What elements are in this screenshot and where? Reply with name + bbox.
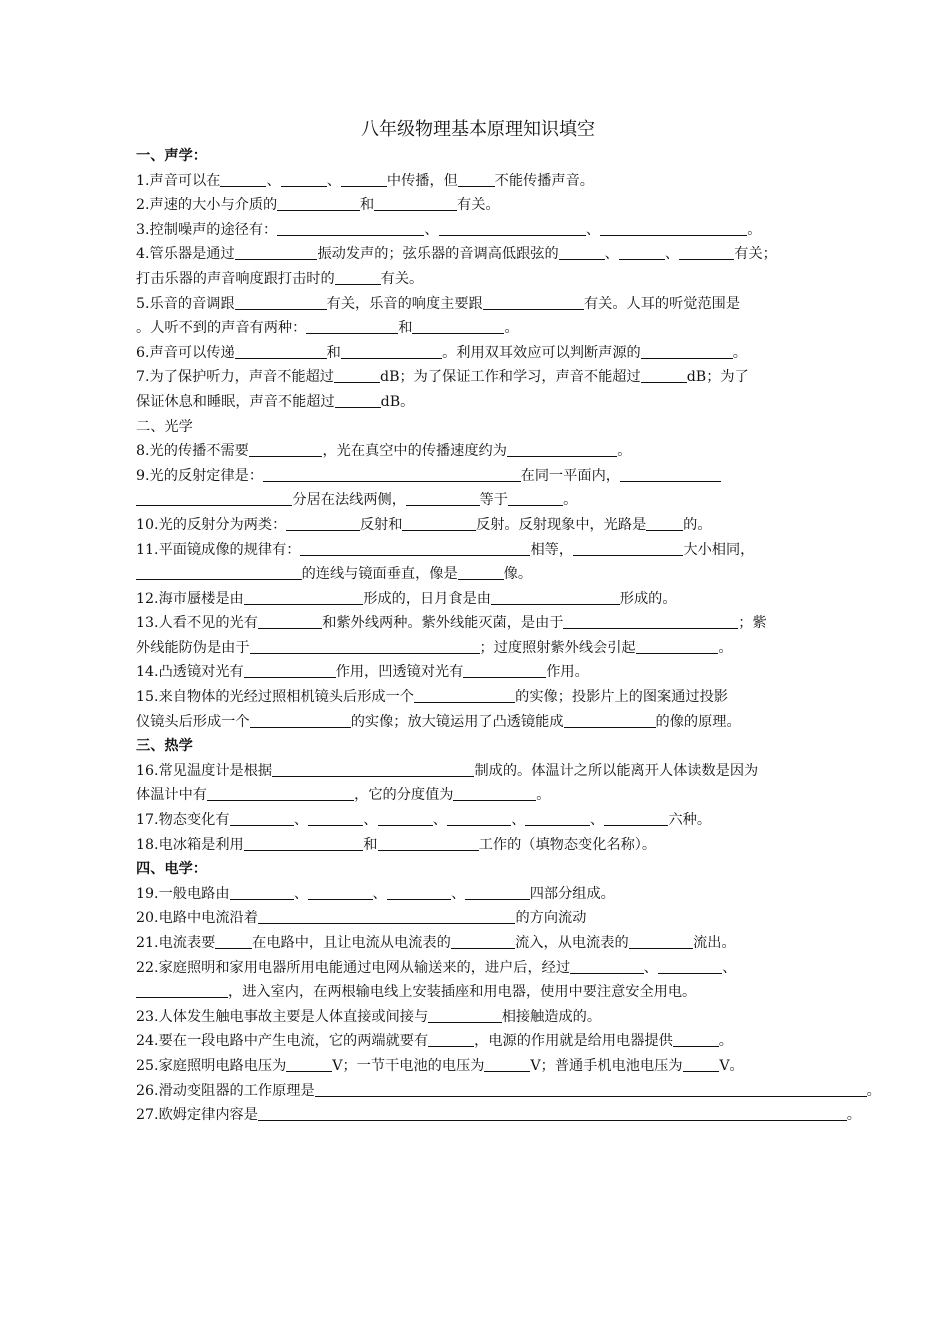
line-text: V；一节干电池的电压为 (332, 1057, 485, 1074)
line-text: ，它的分度值为 (354, 787, 454, 804)
question-line (136, 808, 820, 833)
fill-in-blank[interactable] (387, 884, 451, 900)
line-text: 。 (718, 639, 733, 656)
question-line (136, 1103, 861, 1128)
fill-in-blank[interactable] (235, 294, 327, 310)
fill-in-blank[interactable] (263, 466, 521, 482)
line-text: 。 (718, 1033, 733, 1050)
line-text: 、 (266, 172, 281, 189)
line-text: 14.凸透镜对光有 (136, 664, 244, 681)
fill-in-blank[interactable] (230, 884, 294, 900)
fill-in-blank[interactable] (453, 785, 536, 801)
line-text: ，电源的作用就是给用电器提供 (474, 1033, 673, 1050)
question-line (136, 636, 820, 661)
question-line (136, 365, 820, 390)
line-text: 保证休息和睡眠，声音不能超过 (136, 393, 335, 410)
line-text: 、 (326, 172, 341, 189)
question-line (136, 1079, 881, 1104)
line-text: 、 (643, 959, 658, 976)
line-text: 17.物态变化有 (136, 812, 230, 829)
line-text: 和 (363, 836, 378, 853)
line-text: 21.电流表要 (136, 935, 216, 951)
question-line (136, 1054, 820, 1079)
line-text: 在电路中，且让电流从电流表的 (252, 935, 451, 951)
fill-in-blank[interactable] (250, 712, 351, 728)
fill-in-blank[interactable] (636, 638, 719, 654)
line-text: 6.声音可以传递 (136, 344, 235, 361)
line-text: 的实像；投影片上的图案通过投影 (515, 689, 728, 706)
fill-in-blank[interactable] (277, 195, 360, 211)
question-line (136, 783, 820, 808)
line-text: 2.声速的大小与介质的 (136, 197, 278, 214)
line-text: 16.常见温度计是根据 (136, 762, 273, 779)
line-text: 8.光的传播不需要 (136, 443, 249, 460)
fill-in-blank[interactable] (447, 810, 511, 826)
fill-in-blank[interactable] (484, 1056, 530, 1072)
fill-in-blank[interactable] (286, 515, 360, 531)
fill-in-blank[interactable] (491, 589, 620, 605)
line-text: 相等， (530, 541, 574, 558)
line-text: 11.平面镜成像的规律有： (136, 541, 301, 558)
line-text: 7.为了保护听力，声音不能超过 (136, 369, 334, 386)
line-text: 一、声学： (136, 148, 207, 164)
document-page (136, 118, 881, 1128)
fill-in-blank[interactable] (508, 490, 563, 506)
fill-in-blank[interactable] (315, 1081, 867, 1097)
fill-in-blank[interactable] (215, 933, 252, 949)
fill-in-blank[interactable] (258, 1105, 847, 1121)
line-text: 。 (747, 221, 762, 238)
fill-in-blank[interactable] (573, 540, 683, 556)
line-text: 。 (617, 443, 632, 460)
line-text: 和 (398, 320, 413, 337)
line-text: ；过度照射紫外线会引起 (479, 639, 636, 656)
fill-in-blank[interactable] (402, 515, 476, 531)
question-line (136, 833, 820, 858)
line-text: 和 (360, 197, 375, 214)
line-text: 、 (363, 812, 378, 829)
line-text: 3.控制噪声的途径有： (136, 221, 278, 238)
fill-in-blank[interactable] (563, 613, 738, 629)
line-text: 。 (563, 492, 578, 509)
fill-in-blank[interactable] (641, 367, 687, 383)
line-text: 23.人体发生触电事故主要是人体直接或间接与 (136, 1008, 429, 1025)
fill-in-blank[interactable] (306, 318, 398, 334)
line-text: 5.乐音的音调跟 (136, 295, 235, 312)
fill-in-blank[interactable] (604, 810, 668, 826)
question-line (136, 169, 820, 194)
fill-in-blank[interactable] (281, 171, 327, 187)
fill-in-blank[interactable] (136, 490, 292, 506)
question-line (136, 292, 820, 317)
line-text: 大小相同， (683, 541, 755, 558)
fill-in-blank[interactable] (308, 810, 363, 826)
line-text: 24.要在一段电路中产生电流，它的两端就要有 (136, 1033, 429, 1050)
line-text: 像。 (503, 566, 533, 583)
section-heading (136, 734, 820, 759)
fill-in-blank[interactable] (335, 269, 381, 285)
line-text: 、 (432, 812, 447, 829)
line-text: 、 (372, 885, 387, 902)
line-text: 、 (293, 885, 309, 902)
question-line (136, 931, 820, 956)
fill-in-blank[interactable] (570, 958, 644, 974)
line-text: 作用，凹透镜对光有 (335, 664, 464, 681)
question-line (136, 906, 820, 931)
line-text: 不能传播声音。 (494, 172, 594, 189)
question-line (136, 587, 820, 612)
line-text: 、 (589, 812, 605, 829)
line-text: 相接触造成的。 (501, 1008, 602, 1025)
fill-in-blank[interactable] (428, 1031, 474, 1047)
line-text: 和 (326, 344, 341, 361)
fill-in-blank[interactable] (406, 490, 480, 506)
fill-in-blank[interactable] (458, 171, 495, 187)
question-line (136, 464, 820, 489)
page-title: 八年级物理基本原理知识填空 (361, 119, 595, 140)
question-list (136, 144, 881, 1128)
question-line (136, 1029, 820, 1054)
line-text: 有关。 (380, 270, 424, 287)
line-text: 、 (664, 246, 680, 263)
fill-in-blank[interactable] (629, 933, 693, 949)
question-line (136, 488, 820, 513)
fill-in-blank[interactable] (249, 441, 323, 457)
line-text: 13.人看不见的光有 (136, 615, 258, 632)
fill-in-blank[interactable] (463, 662, 546, 678)
question-line (136, 218, 820, 243)
line-text: 和紫外线两种。紫外线能灭菌，是由于 (322, 615, 564, 632)
line-text: 流入，从电流表的 (515, 935, 629, 951)
line-text: 反射和 (359, 516, 403, 533)
line-text: 。 (536, 787, 551, 804)
line-text: 1.声音可以在 (136, 172, 221, 189)
fill-in-blank[interactable] (679, 244, 734, 260)
line-text: 作用。 (546, 664, 589, 681)
fill-in-blank[interactable] (244, 589, 364, 605)
line-text: 六种。 (668, 812, 712, 829)
fill-in-blank[interactable] (272, 761, 474, 777)
fill-in-blank[interactable] (378, 835, 479, 851)
line-text: 形成的，日月食是由 (363, 590, 491, 607)
line-text: ；紫 (738, 615, 767, 632)
line-text: 20.电路中电流沿着 (136, 910, 258, 927)
line-text: 18.电冰箱是利用 (136, 836, 244, 853)
fill-in-blank[interactable] (308, 884, 372, 900)
line-text: 12.海市蜃楼是由 (136, 590, 244, 607)
line-text: 形成的。 (619, 590, 677, 607)
line-text: 9.光的反射定律是： (136, 467, 264, 484)
line-text: 二、光学 (136, 418, 193, 435)
fill-in-blank[interactable] (458, 564, 504, 580)
line-text: 在同一平面内， (520, 467, 620, 484)
fill-in-blank[interactable] (564, 712, 656, 728)
fill-in-blank[interactable] (286, 1056, 332, 1072)
question-line (136, 415, 820, 440)
line-text: dB；为了 (686, 369, 749, 386)
line-text: 流出。 (693, 935, 736, 951)
line-text: 工作的（填物态变化名称）。 (478, 836, 657, 853)
fill-in-blank[interactable] (258, 908, 516, 924)
line-text: 有关。人耳的听觉范围是 (583, 295, 741, 312)
fill-in-blank[interactable] (244, 662, 336, 678)
line-text: 。 (866, 1082, 881, 1099)
line-text: 等于 (479, 492, 508, 509)
line-text: 有关； (734, 246, 777, 263)
line-text: 振动发声的；弦乐器的音调高低跟弦的 (317, 246, 559, 263)
line-text: 26.滑动变阻器的工作原理是 (136, 1082, 315, 1099)
line-text: 、 (722, 959, 737, 976)
line-text: 、 (293, 812, 309, 829)
fill-in-blank[interactable] (334, 367, 380, 383)
fill-in-blank[interactable] (341, 343, 442, 359)
question-line (136, 956, 820, 981)
line-text: 反射。反射现象中，光路是 (476, 516, 647, 533)
fill-in-blank[interactable] (683, 1056, 720, 1072)
line-text: 22.家庭照明和家用电器所用电能通过电网从输送来的，进户后，经过 (136, 959, 571, 976)
line-text: 制成的。体温计之所以能离开人体读数是因为 (474, 762, 759, 779)
fill-in-blank[interactable] (646, 515, 683, 531)
line-text: 分居在法线两侧， (292, 492, 406, 509)
line-text: 、 (451, 885, 466, 902)
fill-in-blank[interactable] (244, 835, 364, 851)
line-text: 四、电学： (136, 861, 207, 878)
line-text: 仪镜头后形成一个 (136, 713, 250, 730)
line-text: dB；为了保证工作和学习，声音不能超过 (379, 369, 641, 386)
fill-in-blank[interactable] (412, 318, 504, 334)
line-text: 四部分组成。 (529, 885, 615, 902)
fill-in-blank[interactable] (136, 982, 228, 998)
line-text: 外线能防伪是由于 (136, 639, 250, 656)
question-line (136, 538, 820, 563)
fill-in-blank[interactable] (414, 687, 515, 703)
question-line (136, 193, 820, 218)
section-heading (136, 857, 820, 882)
line-text: dB。 (380, 393, 415, 410)
question-line (136, 710, 820, 735)
question-line (136, 1005, 820, 1030)
fill-in-blank[interactable] (439, 220, 586, 236)
fill-in-blank[interactable] (658, 958, 722, 974)
line-text: V；普通手机电池电压为 (530, 1057, 683, 1074)
question-line (136, 660, 820, 685)
line-text: 19.一般电路由 (136, 885, 230, 902)
question-line (136, 513, 820, 538)
fill-in-blank[interactable] (300, 540, 530, 556)
line-text: 。利用双耳效应可以判断声源的 (442, 344, 641, 361)
section-heading (136, 144, 820, 169)
fill-in-blank[interactable] (641, 343, 733, 359)
question-line (136, 685, 820, 710)
fill-in-blank[interactable] (507, 441, 617, 457)
question-line (136, 267, 820, 292)
line-text: 打击乐器的声音响度跟打击时的 (136, 270, 335, 287)
fill-in-blank[interactable] (230, 810, 294, 826)
fill-in-blank[interactable] (600, 220, 747, 236)
line-text: 的实像；放大镜运用了凸透镜能成 (350, 713, 564, 730)
line-text: 、 (511, 812, 526, 829)
line-text: 。 (732, 344, 747, 361)
fill-in-blank[interactable] (341, 171, 387, 187)
line-text: 有关。 (457, 197, 500, 214)
line-text: 。 (504, 320, 519, 337)
fill-in-blank[interactable] (374, 195, 457, 211)
fill-in-blank[interactable] (465, 884, 529, 900)
fill-in-blank[interactable] (335, 392, 381, 408)
line-text: 10.光的反射分为两类： (136, 516, 287, 533)
line-text: 、 (585, 221, 601, 238)
line-text: ，光在真空中的传播速度约为 (322, 443, 507, 460)
question-line (136, 242, 820, 267)
fill-in-blank[interactable] (207, 785, 354, 801)
line-text: 。人听不到的声音有两种： (136, 320, 307, 337)
fill-in-blank[interactable] (235, 244, 318, 260)
fill-in-blank[interactable] (250, 638, 480, 654)
question-line (136, 341, 820, 366)
fill-in-blank[interactable] (620, 466, 721, 482)
question-line (136, 759, 820, 784)
question-line (136, 980, 820, 1005)
line-text: 有关，乐音的响度主要跟 (326, 295, 483, 312)
fill-in-blank[interactable] (220, 171, 266, 187)
line-text: 的方向流动 (515, 910, 587, 927)
question-line (136, 316, 820, 341)
line-text: 三、热学 (136, 738, 193, 755)
question-line (136, 611, 820, 636)
fill-in-blank[interactable] (559, 244, 605, 260)
line-text: 、 (604, 246, 619, 263)
fill-in-blank[interactable] (277, 220, 424, 236)
line-text: 27.欧姆定律内容是 (136, 1107, 258, 1124)
fill-in-blank[interactable] (451, 933, 515, 949)
fill-in-blank[interactable] (258, 613, 322, 629)
line-text: 的。 (683, 516, 712, 533)
line-text: V。 (719, 1057, 744, 1074)
fill-in-blank[interactable] (619, 244, 665, 260)
line-text: 体温计中有 (136, 787, 207, 804)
fill-in-blank[interactable] (525, 810, 589, 826)
fill-in-blank[interactable] (136, 564, 302, 580)
line-text: 4.管乐器是通过 (136, 246, 235, 263)
question-line (136, 882, 820, 907)
line-text: 的连线与镜面垂直，像是 (301, 566, 458, 583)
fill-in-blank[interactable] (673, 1031, 719, 1047)
line-text: 的像的原理。 (655, 713, 741, 730)
question-line (136, 439, 820, 464)
line-text: 中传播，但 (386, 172, 458, 189)
line-text: 、 (424, 221, 439, 238)
line-text: ，进入室内，在两根输电线上安装插座和用电器，使用中要注意安全用电。 (228, 984, 697, 1001)
line-text: 。 (846, 1107, 861, 1124)
fill-in-blank[interactable] (428, 1007, 502, 1023)
line-text: 15.来自物体的光经过照相机镜头后形成一个 (136, 689, 414, 706)
fill-in-blank[interactable] (235, 343, 327, 359)
question-line (136, 562, 820, 587)
fill-in-blank[interactable] (378, 810, 433, 826)
line-text: 25.家庭照明电路电压为 (136, 1057, 287, 1074)
fill-in-blank[interactable] (483, 294, 584, 310)
question-line (136, 390, 820, 415)
